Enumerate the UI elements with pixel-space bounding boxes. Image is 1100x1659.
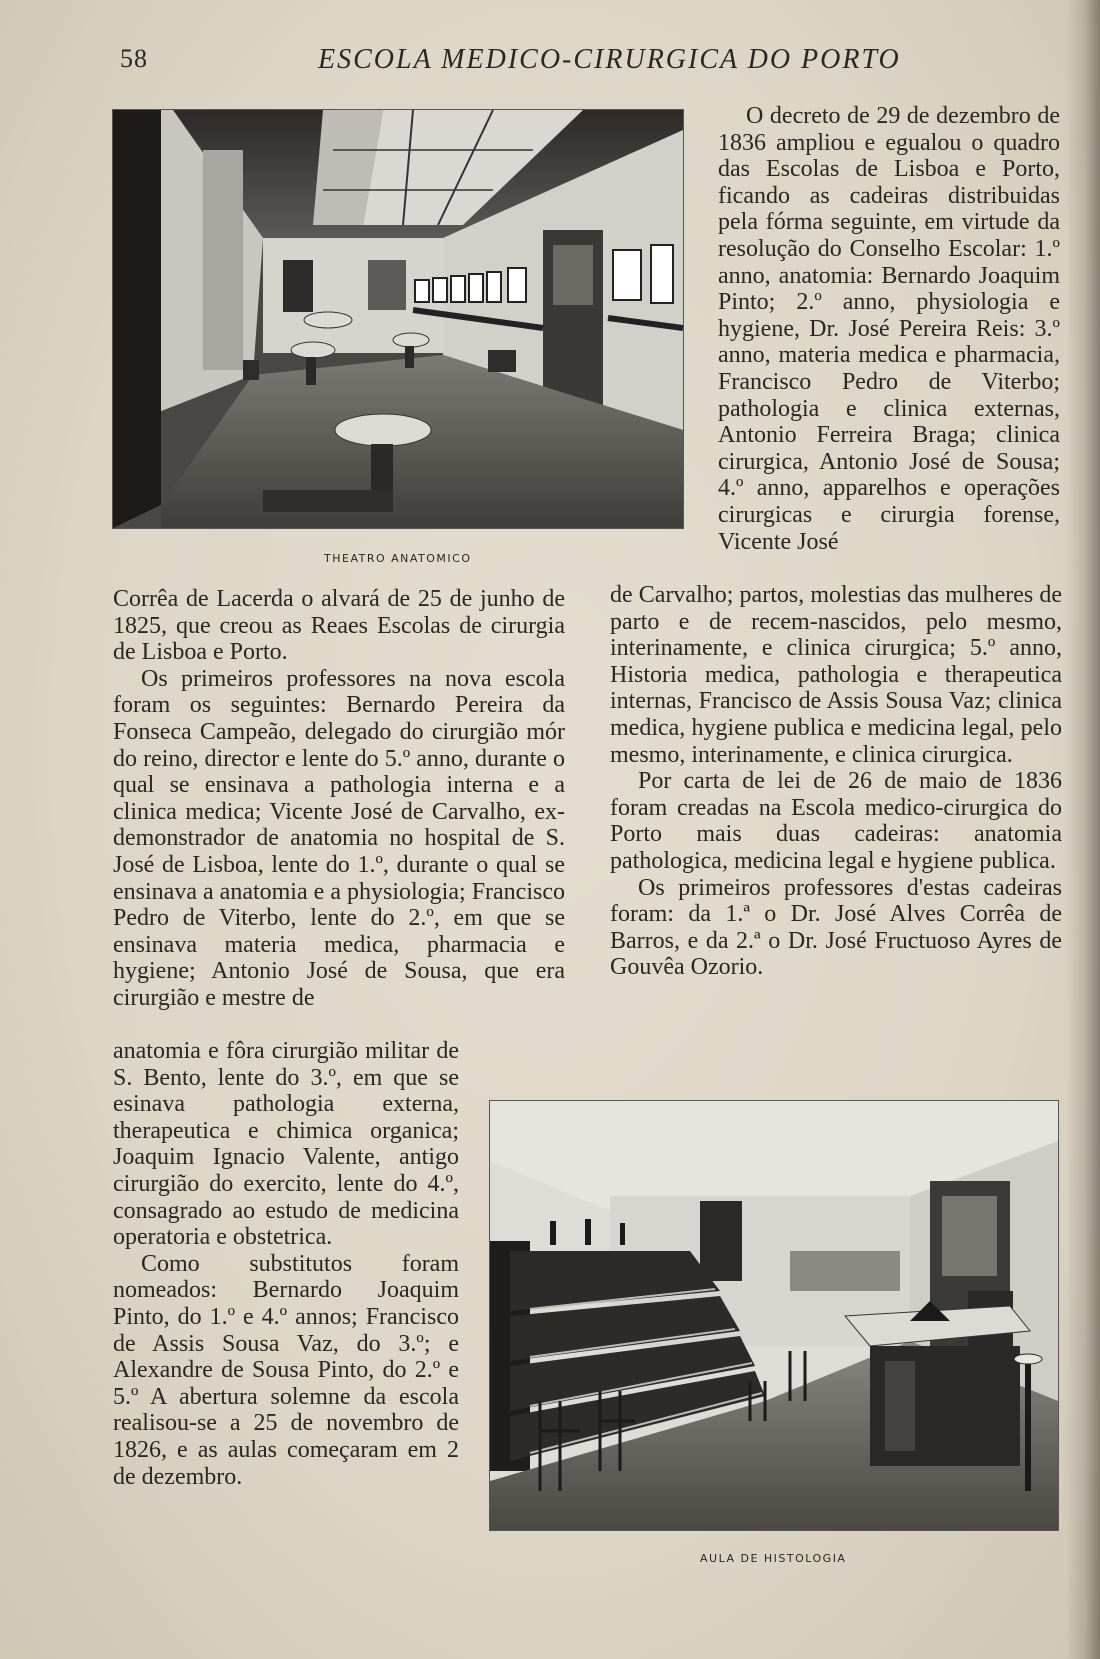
photo1-caption: THEATRO ANATOMICO [324,552,472,565]
left-paragraph-1: Corrêa de Lacerda o alvará de 25 de junho de 1825, que creou as Reaes Escolas de cirurgia de Lisboa e Porto. [113,586,565,666]
right-paragraph-1: O decreto de 29 de dezembro de 1836 ampliou e egualou o quadro das Escolas de Lisboa e Porto, ficando as cadeiras distribuidas pela fórma seguinte, em virtude da resolução do Conselho Escolar: 1.º anno, anatomia: Bernardo Joaquim Pinto; 2.º anno, physiologia e hygiene, Dr. José Pereira Reis: 3.º anno, materia medica e pharmacia, Francisco Pedro de Viterbo; pathologia e clinica externas, Antonio Ferreira Braga; clinica cirurgica, Antonio José de Sousa; 4.º anno, apparelhos e operações cirurgicas e cirurgia forense, Vicente José [718,103,1060,555]
left-column-upper [113,586,565,1012]
left-paragraph-2-continued: anatomia e fôra cirurgião militar de S. Bento, lente do 3.º, em que se esinava pathologia externa, therapeutica e chimica organica; Joaquim Ignacio Valente, antigo cirurgião do exercito, lente do 4.º, consagrado ao estudo de medicina operatoria e obstetrica. [113,1038,459,1251]
right-paragraph-2: Por carta de lei de 26 de maio de 1836 foram creadas na Escola medico-cirurgica do Porto mais duas cadeiras: anatomia pathologica, medicina legal e hygiene publica. [610,768,1062,874]
right-paragraph-1-continued: de Carvalho; partos, molestias das mulheres de parto e de recem-nascidos, pelo mesmo, interinamente, e clinica cirurgica; 5.º anno, Historia medica, pathologia e therapeutica internas, Francisco de Assis Sousa Vaz; clinica medica, hygiene publica e medicina legal, pelo mesmo, interinamente, e clinica cirurgica. [610,582,1062,768]
right-column-lower [610,582,1062,981]
page-number: 58 [120,44,148,73]
left-paragraph-3: Como substitutos foram nomeados: Bernardo Joaquim Pinto, do 1.º e 4.º annos; Francisco de Assis Sousa Vaz, do 3.º; e Alexandre de Sousa Pinto, do 2.º e 5.º A abertura solemne da escola realisou-se a 25 de novembro de 1826, e as aulas começaram em 2 de dezembro. [113,1250,459,1490]
photo2-caption: AULA DE HISTOLOGIA [700,1552,847,1565]
right-column-upper [718,103,1060,555]
running-title: ESCOLA MEDICO-CIRURGICA DO PORTO [318,44,901,75]
photo-aula-de-histologia [490,1101,1058,1530]
page-spine-shadow [1066,0,1100,1659]
aula-de-histologia-illustration [490,1101,1058,1530]
photo-theatro-anatomico [113,110,683,528]
right-paragraph-3: Os primeiros professores d'estas cadeiras foram: da 1.ª o Dr. José Alves Corrêa de Barros, e da 2.ª o Dr. José Fructuoso Ayres de Gouvêa Ozorio. [610,874,1062,981]
left-paragraph-2: Os primeiros professores na nova escola foram os seguintes: Bernardo Pereira da Fonseca Campeão, delegado do cirurgião mór do reino, director e lente do 5.º anno, durante o qual se ensinava a pathologia interna e a clinica medica; Vicente José de Carvalho, ex-demonstrador de anatomia no hospital de S. José de Lisboa, lente do 1.º, durante o qual se ensinava a anatomia e a physiologia; Francisco Pedro de Viterbo, lente do 2.º, em que se ensinava materia medica, pharmacia e hygiene; Antonio José de Sousa, que era cirurgião e mestre de [113,665,565,1011]
left-column-lower [113,1038,459,1490]
theatro-anatomico-illustration [113,110,683,528]
